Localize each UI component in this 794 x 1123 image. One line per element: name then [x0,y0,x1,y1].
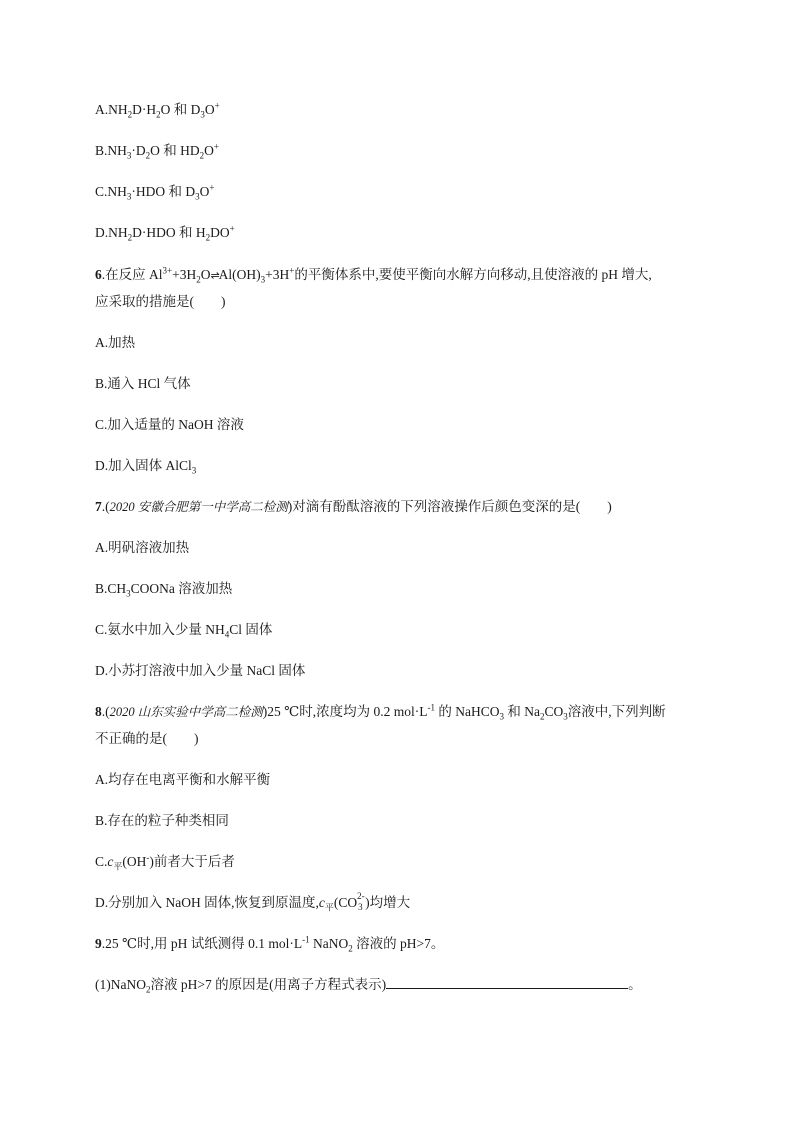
q6-option-c: C.加入适量的 NaOH 溶液 [95,417,244,432]
q7-option-b: $B.CH_3COONa$ 溶液加热 [95,581,233,599]
q7-option-a: A.明矾溶液加热 [95,540,190,555]
q5-option-a: $A.NH_2D\cdot H_2O$ 和 $D_3O^+$ [95,100,220,120]
question-number: 6 [95,267,102,282]
q6-option-d: D.加入固体 AlCl$_3$ [95,458,197,476]
q8-option-c: $C.c_平(OH^-)$前者大于后者 [95,852,235,872]
q6-option-b: B.通入 HCl 气体 [95,376,191,391]
q6-stem-line2: 应采取的措施是( ) [95,294,226,309]
question-source: 2020 安徽合肥第一中学高二检测 [109,500,288,514]
q8-option-d: D.分别加入 NaOH 固体,恢复到原温度$,c_平(CO$ 2- 3 )均增大 [95,891,411,913]
q5-option-d: $D.NH_2D\cdot HDO$ 和 $H_2DO^+$ [95,223,235,243]
q8-option-a: A.均存在电离平衡和水解平衡 [95,772,271,787]
q6-stem: 6.在反应 $Al^{3+}+3H_2O\rightleftharpoons Al(OH)_3+3H^+$的平衡体系中,要使平衡向水解方向移动,且使溶液的 pH 增大, [95,265,652,285]
q8-stem: 8.(2020 山东实验中学高二检测)25 ℃时,浓度均为 0.2 $mol\cdot L^{-1}$ 的 NaHCO$_3$ 和 $Na_2CO_3$溶液中,下列判断 [95,702,666,722]
q9-subquestion-1: (1)NaNO$_2$溶液 pH>7 的原因是(用离子方程式表示) 。 [95,977,642,995]
q7-stem: 7.(2020 安徽合肥第一中学高二检测)对滴有酚酞溶液的下列溶液操作后颜色变深的是( ) [95,499,612,514]
q7-option-c: C.氨水中加入少量 $NH_4Cl$ 固体 [95,622,273,640]
equilibrium-arrow-icon: ⇌ [210,269,219,282]
q9-stem: 9.25 ℃时,用 pH 试纸测得 0.1 $mol\cdot L^{-1}$ NaNO$_2$ 溶液的 pH>7。 [95,934,445,954]
q8-stem-line2: 不正确的是( ) [95,731,199,746]
q7-option-d: D.小苏打溶液中加入少量 NaCl 固体 [95,663,306,678]
question-number: 8 [95,704,102,719]
q8-option-b: B.存在的粒子种类相同 [95,813,229,828]
q6-option-a: A.加热 [95,335,136,350]
question-number: 9 [95,936,102,951]
q5-option-c: $C.NH_3\cdot HDO$ 和 $D_3O^+$ [95,182,215,202]
question-number: 7 [95,499,102,514]
q5-option-b: $B.NH_3\cdot D_2O$ 和 $HD_2O^+$ [95,141,219,161]
answer-blank[interactable] [386,976,628,989]
question-source: 2020 山东实验中学高二检测 [109,705,263,719]
